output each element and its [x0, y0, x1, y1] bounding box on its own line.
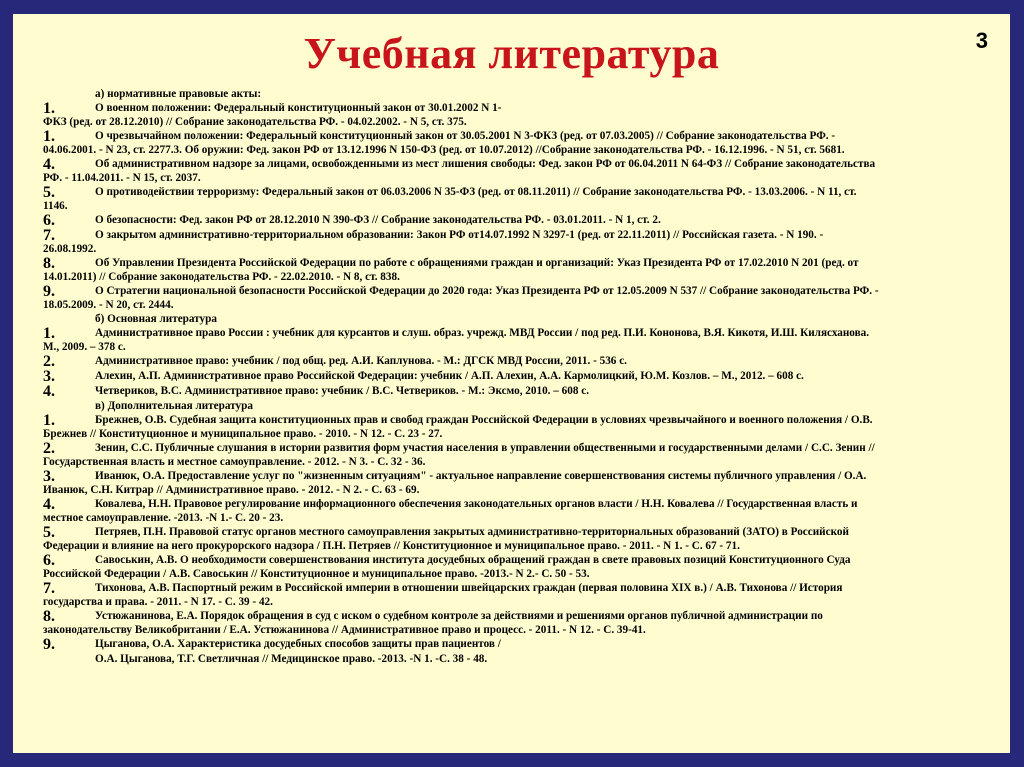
item-line-1: Четвериков, В.С. Административное право: учебник / В.С. Четвериков. - М.: Эксмо, 2010. – 608 с.	[95, 385, 589, 397]
page-number: 3	[975, 28, 988, 53]
item-text	[95, 354, 998, 368]
item-line-2: ФКЗ (ред. от 28.12.2010) // Собрание законодательства РФ. - 04.02.2002. - N 5, ст. 375.	[43, 116, 467, 128]
list-item	[43, 553, 998, 581]
item-line-2: 18.05.2009. - N 20, ст. 2444.	[43, 299, 174, 311]
item-number: 1.	[43, 325, 55, 342]
literature-list	[43, 87, 998, 666]
item-number: 3.	[43, 468, 55, 485]
item-number: 2.	[43, 353, 55, 370]
item-line-1: О закрытом административно-территориальном образовании: Закон РФ от14.07.1992 N 3297-1 (ред. от 22.11.2011) // Российская газета. - N 190. -	[95, 229, 824, 241]
item-number: 6.	[43, 552, 55, 569]
item-text	[43, 129, 998, 157]
item-line-2: Федерации и влияние на него прокурорского надзора / П.Н. Петряев // Конституционное и муниципальное право. - 2011. - N 1. - С. 67 - 71.	[43, 540, 740, 552]
item-line-2: государства и права. - 2011. - N 17. - С. 39 - 42.	[43, 596, 273, 608]
item-text	[43, 525, 998, 553]
list-item	[43, 101, 998, 129]
item-number: 1.	[43, 100, 55, 117]
list-item	[43, 497, 998, 525]
list-item	[43, 326, 998, 354]
slide	[13, 14, 1010, 753]
list-main-literature	[43, 326, 998, 399]
list-item	[43, 228, 998, 256]
item-line-1: О Стратегии национальной безопасности Российской Федерации до 2020 года: Указ Президента РФ от 12.05.2009 N 537 // Собрание законодательства РФ. -	[95, 285, 879, 297]
list-item	[43, 581, 998, 609]
item-text	[43, 256, 998, 284]
section-heading-a: а) нормативные правовые акты:	[95, 88, 262, 100]
item-number: 5.	[43, 184, 55, 201]
item-text	[43, 326, 998, 354]
item-number: 4.	[43, 156, 55, 173]
item-line-1: Тихонова, А.В. Паспортный режим в Российской империи в отношении швейцарских граждан (первая половина XIX в.) / А.В. Тихонова // История	[95, 582, 843, 594]
list-item	[43, 609, 998, 637]
list-item	[43, 213, 998, 228]
item-number: 8.	[43, 608, 55, 625]
list-item	[43, 354, 998, 369]
item-line-1: Цыганова, О.А. Характеристика досудебных способов защиты прав пациентов /	[95, 638, 501, 650]
item-text	[43, 441, 998, 469]
list-additional-literature	[43, 413, 998, 666]
item-line-2: местное самоуправление. -2013. -N 1.- С. 20 - 23.	[43, 512, 284, 524]
item-line-2: 26.08.1992.	[43, 243, 97, 255]
item-number: 7.	[43, 580, 55, 597]
list-item	[43, 413, 998, 441]
item-number: 9.	[43, 636, 55, 653]
item-text	[43, 228, 998, 256]
item-number: 2.	[43, 440, 55, 457]
item-text	[43, 581, 998, 609]
item-line-2: 1146.	[43, 200, 68, 212]
item-line-1: О противодействии терроризму: Федеральный закон от 06.03.2006 N 35-ФЗ (ред. от 08.11.2011) // Собрание законодательства РФ. - 13.03.2006. - N 11, ст.	[95, 186, 857, 198]
item-line-2: М., 2009. – 378 с.	[43, 341, 126, 353]
item-line-1: Об Управлении Президента Российской Федерации по работе с обращениями граждан и организаций: Указ Президента РФ от 17.02.2010 N 201 (ред. от	[95, 257, 859, 269]
section-heading-c: в) Дополнительная литература	[95, 400, 253, 412]
slide-title: Учебная литература	[303, 29, 720, 78]
item-text	[95, 213, 998, 227]
item-line-1: Савоськин, А.В. О необходимости совершенствования института досудебных обращений граждан в свете правовых позиций Конституционного Суда	[95, 554, 851, 566]
item-number: 4.	[43, 383, 55, 400]
item-number: 9.	[43, 283, 55, 300]
item-number: 7.	[43, 227, 55, 244]
item-number: 1.	[43, 128, 55, 145]
item-number: 1.	[43, 412, 55, 429]
item-text	[95, 637, 998, 651]
item-number: 4.	[43, 496, 55, 513]
item-line-1: О чрезвычайном положении: Федеральный конституционный закон от 30.05.2001 N 3-ФКЗ (ред. от 07.03.2005) // Собрание законодательства РФ. -	[95, 130, 836, 142]
item-number: 6.	[43, 212, 55, 229]
item-line-1: Алехин, А.П. Административное право Российской Федерации: учебник / А.П. Алехин, А.А. Кармолицкий, Ю.М. Козлов. – М., 2012. – 608 с.	[95, 370, 804, 382]
section-heading-b: б) Основная литература	[95, 313, 217, 325]
item-line-2: Иванюк, С.Н. Китрар // Административное право. - 2012. - N 2. - С. 63 - 69.	[43, 484, 420, 496]
list-item	[43, 441, 998, 469]
list-item	[43, 384, 998, 399]
list-item	[43, 185, 998, 213]
item-continuation: О.А. Цыганова, Т.Г. Светличная // Медицинское право. -2013. -N 1. -С. 38 - 48.	[95, 653, 488, 665]
item-number: 3.	[43, 368, 55, 385]
item-line-1: Административное право: учебник / под общ. ред. А.И. Каплунова. - М.: ДГСК МВД России, 2011. - 536 с.	[95, 355, 627, 367]
list-item	[43, 284, 998, 312]
item-number: 8.	[43, 255, 55, 272]
list-item	[43, 256, 998, 284]
item-text	[43, 553, 998, 581]
list-item	[43, 469, 998, 497]
item-line-2: законодательству Великобритании / Е.А. Устюжанинова // Административное право и процесс. - 2011. - N 12. - С. 39-41.	[43, 624, 646, 636]
item-text	[43, 284, 998, 312]
item-line-1: Брежнев, О.В. Судебная защита конституционных прав и свобод граждан Российской Федерации в условиях чрезвычайного и военного положения / О.В.	[95, 414, 873, 426]
item-line-1: Административное право России : учебник для курсантов и слуш. образ. учрежд. МВД России / под ред. П.И. Кононова, В.Я. Кикотя, И.Ш. Килясханова.	[95, 327, 870, 339]
item-line-1: Иванюк, О.А. Предоставление услуг по "жизненным ситуациям" - актуальное направление совершенствования системы публичного управления / О.А.	[95, 470, 867, 482]
item-line-2: 14.01.2011) // Собрание законодательства РФ. - 22.02.2010. - N 8, ст. 838.	[43, 271, 400, 283]
item-line-2: Брежнев // Конституционное и муниципальное право. - 2010. - N 12. - С. 23 - 27.	[43, 428, 443, 440]
list-item	[43, 369, 998, 384]
item-text	[43, 185, 998, 213]
item-number: 5.	[43, 524, 55, 541]
item-text	[95, 384, 998, 398]
item-line-2: Российской Федерации / А.В. Савоськин // Конституционное и муниципальное право. -2013.- N 2.- С. 50 - 53.	[43, 568, 590, 580]
item-text	[43, 469, 998, 497]
item-line-1: О военном положении: Федеральный конституционный закон от 30.01.2002 N 1-	[95, 102, 502, 114]
list-item	[43, 157, 998, 185]
item-text	[43, 497, 998, 525]
item-text	[95, 369, 998, 383]
item-line-2: 04.06.2001. - N 23, ст. 2277.3. Об оружии: Фед. закон РФ от 13.12.1996 N 150-ФЗ (ред. от 10.07.2012) //Собрание законодательства РФ. - 16.12.1996. - N 51, ст. 5681.	[43, 144, 845, 156]
list-item	[43, 525, 998, 553]
list-item	[43, 129, 998, 157]
item-line-1: Устюжанинова, Е.А. Порядок обращения в суд с иском о судебном контроле за действиями и решениями органов публичной администрации по	[95, 610, 823, 622]
list-item	[43, 637, 998, 652]
item-line-1: Ковалева, Н.Н. Правовое регулирование информационного обеспечения законодательных органов власти / Н.Н. Ковалева // Государственная власть и	[95, 498, 858, 510]
item-text	[43, 609, 998, 637]
item-line-1: Зенин, С.С. Публичные слушания в истории развития форм участия населения в управлении общественными и государственными делами / С.С. Зенин //	[95, 442, 875, 454]
item-line-1: Петряев, П.Н. Правовой статус органов местного самоуправления закрытых административно-территориальных образований (ЗАТО) в Российской	[95, 526, 849, 538]
item-line-2: Государственная власть и местное самоуправление. - 2012. - N 3. - С. 32 - 36.	[43, 456, 426, 468]
item-text	[43, 157, 998, 185]
item-line-2: РФ. - 11.04.2011. - N 15, ст. 2037.	[43, 172, 201, 184]
list-normative-acts	[43, 101, 998, 312]
item-line-1: Об административном надзоре за лицами, освобожденными из мест лишения свободы: Фед. закон РФ от 06.04.2011 N 64-ФЗ // Собрание законодательства	[95, 158, 876, 170]
item-line-1: О безопасности: Фед. закон РФ от 28.12.2010 N 390-ФЗ // Собрание законодательства РФ. - 03.01.2011. - N 1, ст. 2.	[95, 214, 661, 226]
item-text	[43, 413, 998, 441]
item-text	[43, 101, 998, 129]
